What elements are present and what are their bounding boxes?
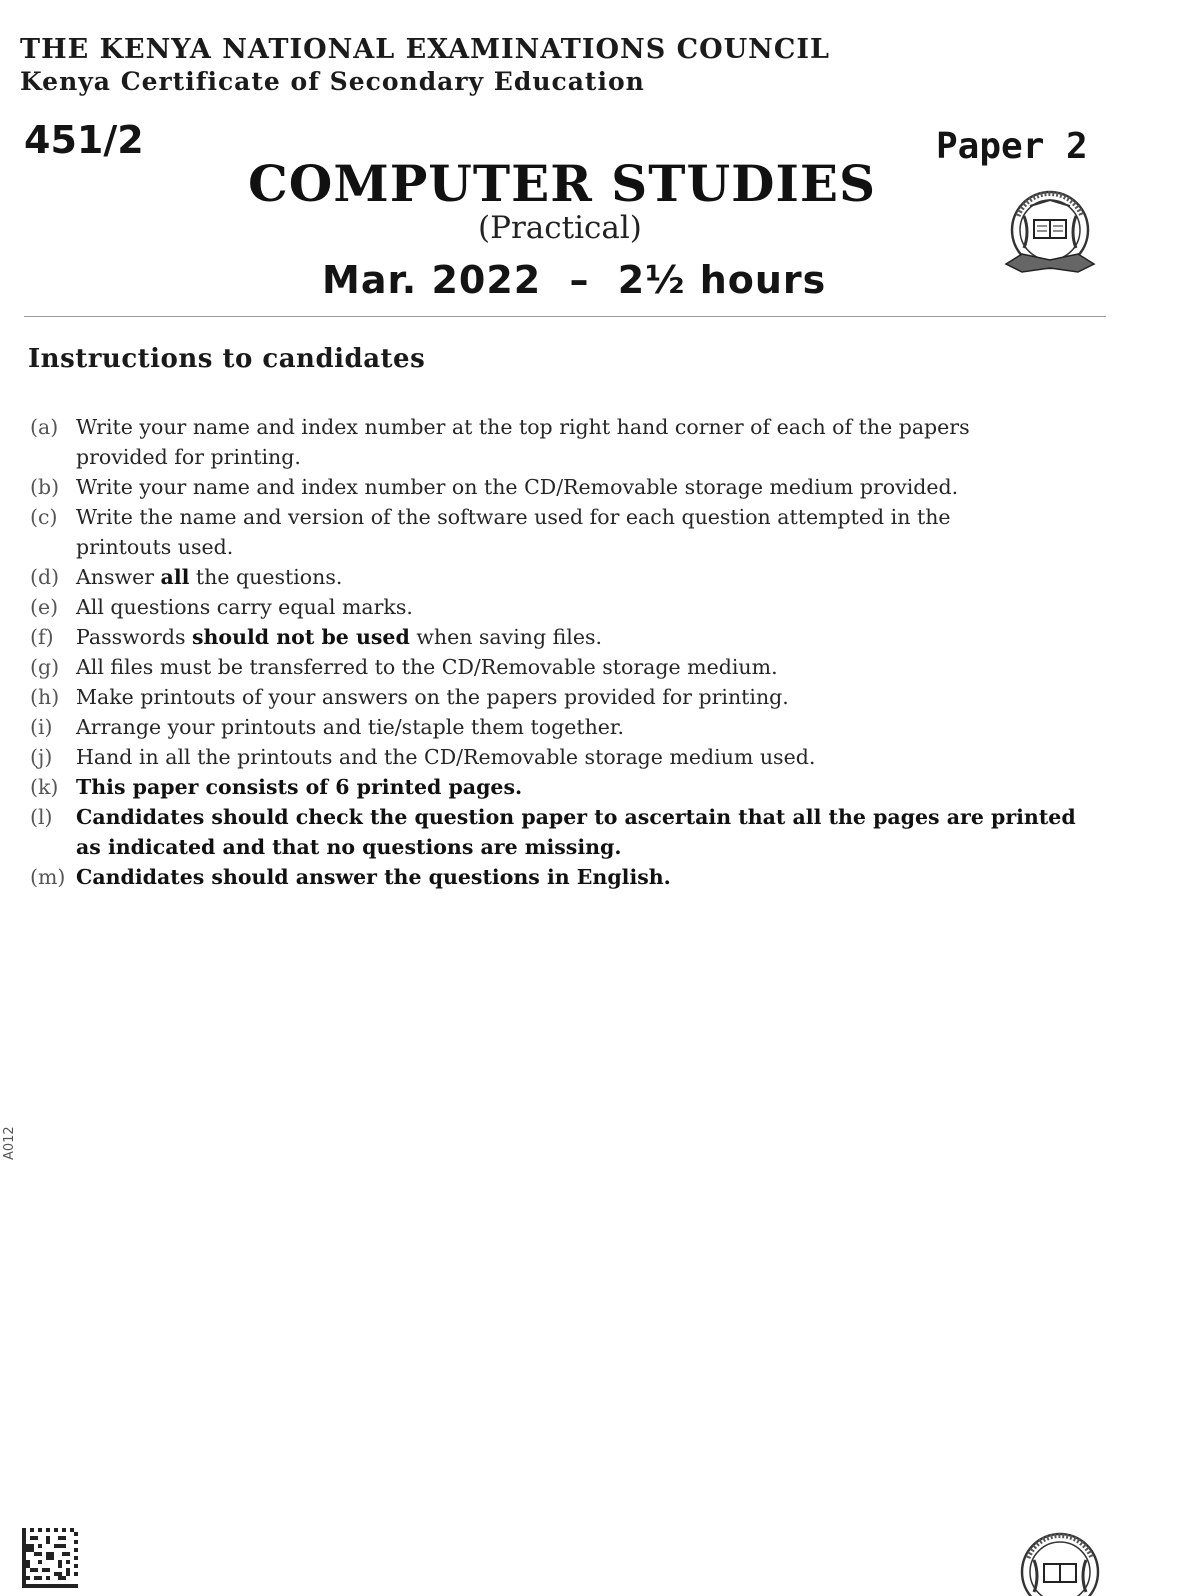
- instruction-text: Candidates should check the question paper to ascertain that all the pages are printed as indicated and that no questions are missing.: [76, 805, 1076, 859]
- instruction-letter: (m): [30, 865, 66, 889]
- instruction-letter: (g): [30, 655, 60, 679]
- instruction-text: Write your name and index number at the top right hand corner of each of the papers provided for printing.: [76, 415, 970, 469]
- instruction-letter: (b): [30, 475, 60, 499]
- instruction-item: [30, 472, 1150, 502]
- paper-code: 451/2: [24, 118, 144, 162]
- instruction-item: [30, 712, 1150, 742]
- instruction-text: Candidates should answer the questions in English.: [76, 865, 671, 889]
- instruction-item: [30, 862, 1150, 892]
- instruction-letter: (l): [30, 805, 53, 829]
- instruction-text: Arrange your printouts and tie/staple them together.: [76, 715, 624, 739]
- instructions-list: [30, 412, 1150, 892]
- margin-code: A012: [2, 1126, 17, 1160]
- exam-date: Mar. 2022: [322, 258, 542, 302]
- emphasis: all: [160, 565, 190, 589]
- instruction-item: [30, 652, 1150, 682]
- instruction-text: Write the name and version of the software used for each question attempted in the printouts used.: [76, 505, 951, 559]
- subject-title: COMPUTER STUDIES: [248, 154, 877, 213]
- instruction-letter: (j): [30, 745, 53, 769]
- instruction-item: [30, 742, 1150, 772]
- instruction-letter: (a): [30, 415, 59, 439]
- instruction-item: [30, 592, 1150, 622]
- instruction-item: [30, 802, 1150, 862]
- date-duration: [322, 258, 826, 302]
- certificate-name: Kenya Certificate of Secondary Education: [20, 67, 645, 96]
- emphasis: should not be used: [191, 625, 410, 649]
- instructions-heading: Instructions to candidates: [28, 344, 426, 374]
- instruction-letter: (f): [30, 625, 54, 649]
- instruction-letter: (e): [30, 595, 59, 619]
- instruction-text: This paper consists of 6 printed pages.: [76, 775, 523, 799]
- instruction-item: [30, 412, 1150, 472]
- instruction-text: All questions carry equal marks.: [76, 595, 413, 619]
- instruction-item: [30, 682, 1150, 712]
- instruction-text: Write your name and index number on the CD/Removable storage medium provided.: [76, 475, 959, 499]
- instruction-item: [30, 502, 1150, 562]
- instruction-item: [30, 622, 1150, 652]
- instruction-text: Passwords should not be used when saving files.: [76, 625, 603, 649]
- date-separator: –: [569, 258, 590, 302]
- instruction-text: Answer all the questions.: [76, 565, 343, 589]
- instruction-letter: (d): [30, 565, 60, 589]
- header-divider: [24, 316, 1106, 317]
- qr-code-icon: [22, 1528, 78, 1588]
- instruction-letter: (k): [30, 775, 59, 799]
- paper-number: Paper 2: [936, 126, 1088, 167]
- instruction-letter: (c): [30, 505, 58, 529]
- exam-duration: 2½ hours: [617, 258, 827, 302]
- instruction-letter: (i): [30, 715, 53, 739]
- instruction-text: All files must be transferred to the CD/Removable storage medium.: [76, 655, 778, 679]
- instruction-item: [30, 562, 1150, 592]
- paper-type: (Practical): [478, 210, 642, 246]
- instruction-text: Hand in all the printouts and the CD/Removable storage medium used.: [76, 745, 816, 769]
- instruction-letter: (h): [30, 685, 60, 709]
- instruction-item: [30, 772, 1150, 802]
- knec-seal-bottom-icon: [1012, 1524, 1108, 1596]
- instruction-text: Make printouts of your answers on the papers provided for printing.: [76, 685, 789, 709]
- council-name: THE KENYA NATIONAL EXAMINATIONS COUNCIL: [20, 34, 830, 65]
- knec-seal-icon: [1000, 186, 1100, 296]
